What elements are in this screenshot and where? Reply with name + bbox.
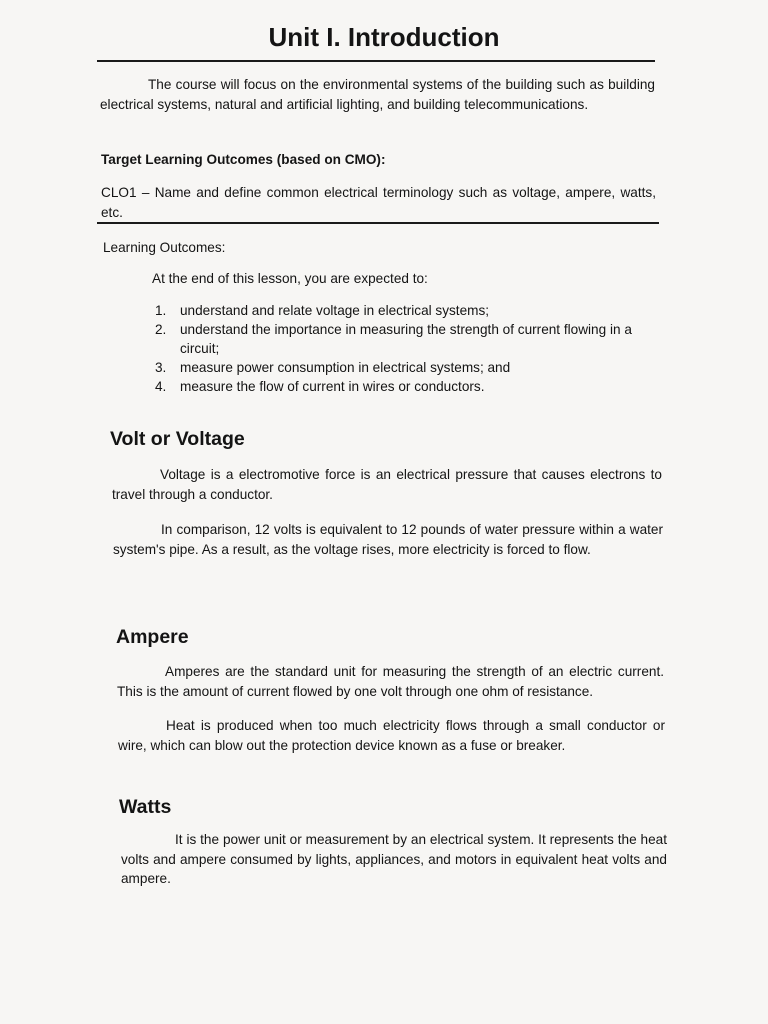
intro-text: The course will focus on the environmental systems of the building such as building electrical systems, natural and artificial lighting, and building telecommunications. — [100, 77, 655, 112]
list-item-number: 1. — [155, 303, 167, 318]
volt-paragraph-1 — [112, 465, 662, 504]
ampere-text-2: Heat is produced when too much electricity flows through a small conductor or wire, which can blow out the protection device known as a fuse or breaker. — [118, 718, 665, 753]
list-item — [155, 301, 665, 320]
clo1-text: CLO1 – Name and define common electrical terminology such as voltage, ampere, watts, etc. — [101, 185, 656, 220]
list-item-text: measure the flow of current in wires or conductors. — [180, 379, 485, 394]
ampere-text-1: Amperes are the standard unit for measuring the strength of an electric current. This is the amount of current flowed by one volt through one ohm of resistance. — [117, 664, 664, 699]
target-outcomes-heading: Target Learning Outcomes (based on CMO): — [101, 152, 386, 167]
watts-paragraph-1 — [121, 830, 667, 889]
intro-paragraph — [100, 75, 655, 114]
list-item-text: understand the importance in measuring the strength of current flowing in a circuit; — [180, 322, 632, 356]
list-item — [155, 320, 665, 358]
list-item-text: understand and relate voltage in electrical systems; — [180, 303, 490, 318]
list-item-text: measure power consumption in electrical systems; and — [180, 360, 511, 375]
list-item — [155, 377, 665, 396]
section-divider — [97, 222, 659, 224]
list-item-number: 2. — [155, 322, 167, 337]
page-title: Unit I. Introduction — [268, 22, 500, 52]
list-item-number: 4. — [155, 379, 167, 394]
title-underline — [97, 60, 655, 62]
outcomes-list — [155, 301, 665, 396]
watts-text-1: It is the power unit or measurement by an electrical system. It represents the heat volts and ampere consumed by lights, appliances, and motors in equivalent heat volts and ampere. — [121, 832, 667, 886]
volt-paragraph-2 — [113, 520, 663, 559]
expected-intro: At the end of this lesson, you are expected to: — [152, 271, 428, 286]
list-item-number: 3. — [155, 360, 167, 375]
volt-text-2: In comparison, 12 volts is equivalent to 12 pounds of water pressure within a water system's pipe. As a result, as the voltage rises, more electricity is forced to flow. — [113, 522, 663, 557]
ampere-heading: Ampere — [116, 626, 189, 648]
ampere-paragraph-1 — [117, 662, 664, 701]
learning-outcomes-label: Learning Outcomes: — [103, 240, 226, 255]
volt-text-1: Voltage is a electromotive force is an electrical pressure that causes electrons to travel through a conductor. — [112, 467, 662, 502]
list-item — [155, 358, 665, 377]
ampere-paragraph-2 — [118, 716, 665, 755]
watts-heading: Watts — [119, 796, 172, 818]
volt-heading: Volt or Voltage — [110, 428, 245, 450]
